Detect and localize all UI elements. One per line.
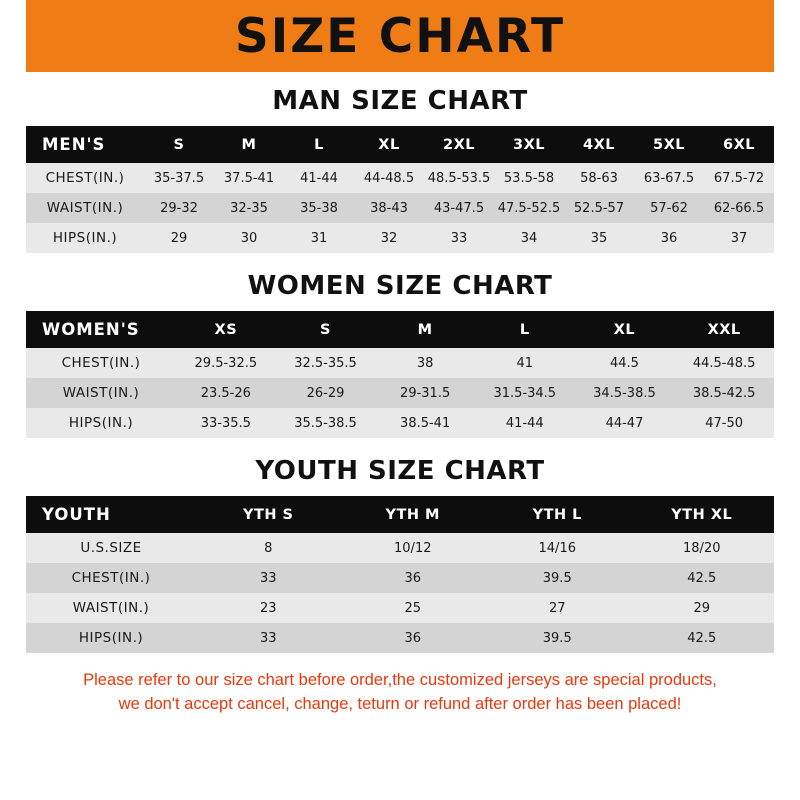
row-label-chest: CHEST(IN.) — [26, 348, 176, 378]
cell: 33 — [424, 223, 494, 253]
cell: 18/20 — [630, 533, 775, 563]
header-cell-womens: WOMEN'S — [42, 320, 140, 339]
row-label-us-size: U.S.SIZE — [26, 533, 196, 563]
header-cell-xl: XL — [613, 321, 636, 338]
header-cell-xxl: XXL — [707, 321, 741, 338]
cell: 37 — [704, 223, 774, 253]
cell: 53.5-58 — [494, 163, 564, 193]
cell: 43-47.5 — [424, 193, 494, 223]
row-label-waist: WAIST(IN.) — [26, 378, 176, 408]
table-row — [26, 623, 774, 653]
youth-size-table — [26, 496, 774, 653]
cell: 25 — [341, 593, 486, 623]
cell: 32-35 — [214, 193, 284, 223]
cell: 38-43 — [354, 193, 424, 223]
cell: 36 — [341, 623, 486, 653]
header-cell-5xl: 5XL — [652, 136, 685, 153]
header-cell-yth-s: YTH S — [242, 506, 294, 523]
footnote-line-1: Please refer to our size chart before order,the customized jerseys are special products, — [83, 671, 717, 689]
table-header-row — [26, 496, 774, 533]
cell: 32.5-35.5 — [276, 348, 376, 378]
header-cell-6xl: 6XL — [722, 136, 755, 153]
row-label-chest: CHEST(IN.) — [26, 563, 196, 593]
cell: 29.5-32.5 — [176, 348, 276, 378]
row-label-waist: WAIST(IN.) — [26, 193, 144, 223]
cell: 32 — [354, 223, 424, 253]
cell: 26-29 — [276, 378, 376, 408]
table-row — [26, 378, 774, 408]
cell: 31 — [284, 223, 354, 253]
cell: 31.5-34.5 — [475, 378, 575, 408]
row-label-waist: WAIST(IN.) — [26, 593, 196, 623]
header-cell-4xl: 4XL — [582, 136, 615, 153]
cell: 44-48.5 — [354, 163, 424, 193]
row-label-hips: HIPS(IN.) — [26, 408, 176, 438]
cell: 30 — [214, 223, 284, 253]
cell: 23 — [196, 593, 341, 623]
cell: 10/12 — [341, 533, 486, 563]
cell: 33 — [196, 623, 341, 653]
cell: 47.5-52.5 — [494, 193, 564, 223]
cell: 33-35.5 — [176, 408, 276, 438]
cell: 52.5-57 — [564, 193, 634, 223]
cell: 41 — [475, 348, 575, 378]
cell: 44-47 — [575, 408, 675, 438]
cell: 35 — [564, 223, 634, 253]
header-cell-s: S — [173, 136, 185, 153]
cell: 8 — [196, 533, 341, 563]
cell: 37.5-41 — [214, 163, 284, 193]
header-cell-2xl: 2XL — [442, 136, 475, 153]
table-header-row — [26, 311, 774, 348]
cell: 44.5 — [575, 348, 675, 378]
cell: 42.5 — [630, 563, 775, 593]
cell: 14/16 — [485, 533, 630, 563]
cell: 38 — [375, 348, 475, 378]
header-cell-youth: YOUTH — [42, 505, 111, 524]
cell: 57-62 — [634, 193, 704, 223]
cell: 29-32 — [144, 193, 214, 223]
row-label-hips: HIPS(IN.) — [26, 623, 196, 653]
section-title-women: WOMEN SIZE CHART — [247, 271, 553, 301]
table-row — [26, 408, 774, 438]
table-row — [26, 193, 774, 223]
cell: 38.5-42.5 — [674, 378, 774, 408]
cell: 35-37.5 — [144, 163, 214, 193]
row-label-hips: HIPS(IN.) — [26, 223, 144, 253]
cell: 35-38 — [284, 193, 354, 223]
table-row — [26, 348, 774, 378]
table-row — [26, 563, 774, 593]
cell: 63-67.5 — [634, 163, 704, 193]
cell: 34.5-38.5 — [575, 378, 675, 408]
header-cell-l: L — [314, 136, 324, 153]
cell: 39.5 — [485, 623, 630, 653]
table-row — [26, 593, 774, 623]
header-cell-xl: XL — [378, 136, 400, 153]
cell: 38.5-41 — [375, 408, 475, 438]
header-cell-m: M — [417, 321, 433, 338]
cell: 41-44 — [475, 408, 575, 438]
cell: 42.5 — [630, 623, 775, 653]
men-size-table — [26, 126, 774, 253]
cell: 33 — [196, 563, 341, 593]
chart-content — [0, 86, 800, 717]
cell: 36 — [341, 563, 486, 593]
cell: 29 — [144, 223, 214, 253]
page-title: SIZE CHART — [234, 8, 566, 64]
cell: 39.5 — [485, 563, 630, 593]
row-label-chest: CHEST(IN.) — [26, 163, 144, 193]
cell: 29-31.5 — [375, 378, 475, 408]
cell: 36 — [634, 223, 704, 253]
footnote-line-2: we don't accept cancel, change, teturn or refund after order has been placed! — [118, 694, 682, 713]
header-cell-yth-m: YTH M — [385, 506, 440, 523]
table-row — [26, 223, 774, 253]
header-cell-3xl: 3XL — [512, 136, 545, 153]
section-title-men: MAN SIZE CHART — [272, 86, 528, 116]
cell: 29 — [630, 593, 775, 623]
cell: 47-50 — [674, 408, 774, 438]
header-cell-men: MEN'S — [42, 135, 106, 154]
table-header-row — [26, 126, 774, 163]
header-cell-s: S — [320, 321, 331, 338]
header-cell-xs: XS — [214, 321, 238, 338]
header-cell-l: L — [519, 321, 530, 338]
cell: 58-63 — [564, 163, 634, 193]
section-title-youth: YOUTH SIZE CHART — [255, 456, 545, 486]
cell: 23.5-26 — [176, 378, 276, 408]
cell: 27 — [485, 593, 630, 623]
footnote — [26, 669, 774, 717]
women-size-table — [26, 311, 774, 438]
cell: 41-44 — [284, 163, 354, 193]
cell: 67.5-72 — [704, 163, 774, 193]
table-row — [26, 533, 774, 563]
cell: 44.5-48.5 — [674, 348, 774, 378]
page-banner — [0, 0, 800, 72]
cell: 62-66.5 — [704, 193, 774, 223]
header-cell-yth-l: YTH L — [532, 506, 582, 523]
header-cell-m: M — [241, 136, 257, 153]
table-row — [26, 163, 774, 193]
header-cell-yth-xl: YTH XL — [671, 506, 733, 523]
cell: 35.5-38.5 — [276, 408, 376, 438]
cell: 34 — [494, 223, 564, 253]
cell: 48.5-53.5 — [424, 163, 494, 193]
